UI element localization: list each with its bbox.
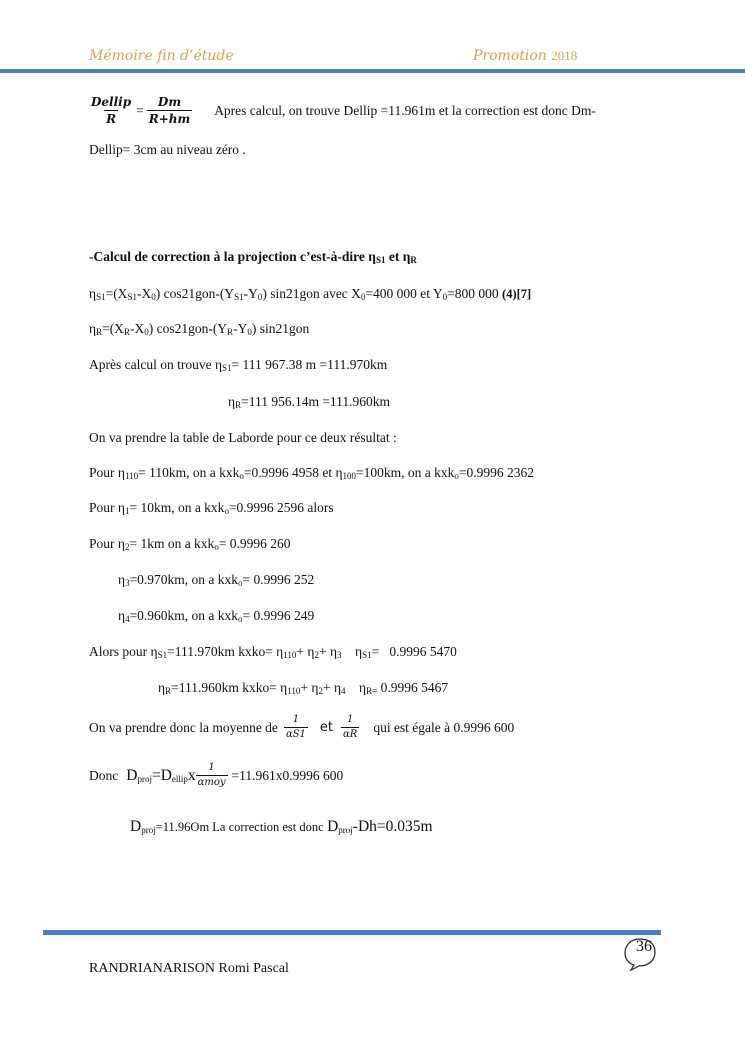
fraction-alpha-s1	[284, 714, 308, 741]
donc-line	[89, 762, 343, 789]
frac-den: αR	[343, 729, 358, 740]
pour-1: Pour $\eta_1= 10km$, on a kxk$_o$=0.9996 2596 alors	[89, 500, 334, 516]
frac-num: 1	[208, 762, 215, 773]
frac-den: αS1	[285, 729, 306, 740]
final-mid: =11.96Om La correction est donc	[155, 820, 324, 834]
eta-r-formula: $\eta_R=(X_R-X_0)$ $\cos 21gon-(Y_R-Y_0)$ sin21gon	[89, 321, 310, 337]
donc-pre: Donc	[89, 767, 119, 783]
fraction-alpha-moy	[196, 762, 228, 789]
moyenne-pre: On va prendre donc la moyenne de	[89, 719, 278, 735]
page-number: 36	[636, 938, 652, 955]
final-end: -Dh=0.035m	[352, 818, 433, 835]
eq1-text: Apres calcul, on trouve Dellip =11.961m et la correction est donc Dm-	[214, 102, 596, 118]
eta-s1-formula: $\eta_{S1}=(X_{S1}-X_0)$ $\cos 21gon-(Y_{S1}-Y_0)$ sin21gon avec $X_0=400$ 000 et $Y_0=800$ 000 (4)[7]	[89, 286, 532, 302]
section-title: -Calcul de correction à la projection c’est-à-dire $\eta_{S1}$ et $\eta_R$	[89, 249, 417, 265]
reference: (4)[7]	[502, 287, 532, 301]
eta-4: $\eta_4=0.960km$, on a kxk$_o$= 0.9996 249	[118, 608, 315, 624]
frac-num: Dellip	[91, 95, 132, 109]
moyenne-line	[89, 714, 514, 741]
header-promotion: Promotion	[473, 48, 547, 64]
fraction-alpha-r	[341, 714, 359, 741]
frac-num: 1	[292, 714, 300, 725]
eta-3: $\eta_3=0.970km$, on a kxk$_o$= 0.9996 252	[118, 572, 315, 588]
header-left: Mémoire fin d’étude	[89, 48, 234, 64]
pour-2: Pour $\eta_2= 1km$ on a kxk$_o$= 0.9996 260	[89, 536, 291, 552]
alors-pour: Alors pour $\eta_{S1}=111.970km$ kxko= $\eta_{110}+ \eta_2+ \eta_3$ $\eta_{S1}= 0.9996$ 5470	[89, 644, 457, 660]
frac-den: R	[106, 112, 117, 126]
final-dproj2: $D_{proj}$	[327, 818, 353, 835]
pour-110: Pour $\eta_{110}= 110km$, on a kxk$_o$=0.9996 4958 et $\eta_{100}=100km$, on a kxk$_o$=0.9996 2362	[89, 465, 535, 481]
frac-den: αmoy	[197, 777, 226, 788]
eta-r-sum: $\eta_R=111.960km$ kxko= $\eta_{110}+ \eta_2+ \eta_4$ $\eta_{R=}$ 0.9996 5467	[158, 680, 449, 696]
header-right	[473, 48, 577, 64]
dellip-continuation: Dellip= 3cm au niveau zéro .	[89, 142, 246, 157]
equation-dellip	[89, 95, 596, 126]
header-rule	[0, 69, 745, 73]
table-intro: On va prendre la table de Laborde pour ce deux résultat :	[89, 430, 397, 445]
eta-r-value: $\eta_R=111$ 956.14m =111.960km	[228, 394, 391, 410]
equals-sign: =	[136, 102, 144, 118]
fraction-dellip-r	[89, 95, 133, 126]
frac-num: Dm	[157, 95, 182, 109]
fraction-dm-rhm	[147, 95, 192, 126]
footer-author: RANDRIANARISON Romi Pascal	[89, 961, 289, 976]
final-dproj: $D_{proj}$	[130, 818, 156, 835]
header-year: 2018	[551, 48, 578, 63]
frac-den: R+hm	[148, 112, 191, 126]
moyenne-post: qui est égale à 0.9996 600	[373, 719, 515, 735]
donc-post: =11.961x0.9996 600	[231, 767, 344, 783]
final-line	[130, 818, 433, 836]
apres-calcul: Après calcul on trouve $\eta_{S1}= 111$ 967.38 m =111.970km	[89, 357, 388, 373]
frac-num: 1	[346, 714, 354, 725]
moyenne-and: et	[319, 720, 334, 735]
footer-rule	[43, 930, 661, 935]
donc-dproj: $D_{proj}=D_{ellip}x$	[126, 766, 196, 784]
